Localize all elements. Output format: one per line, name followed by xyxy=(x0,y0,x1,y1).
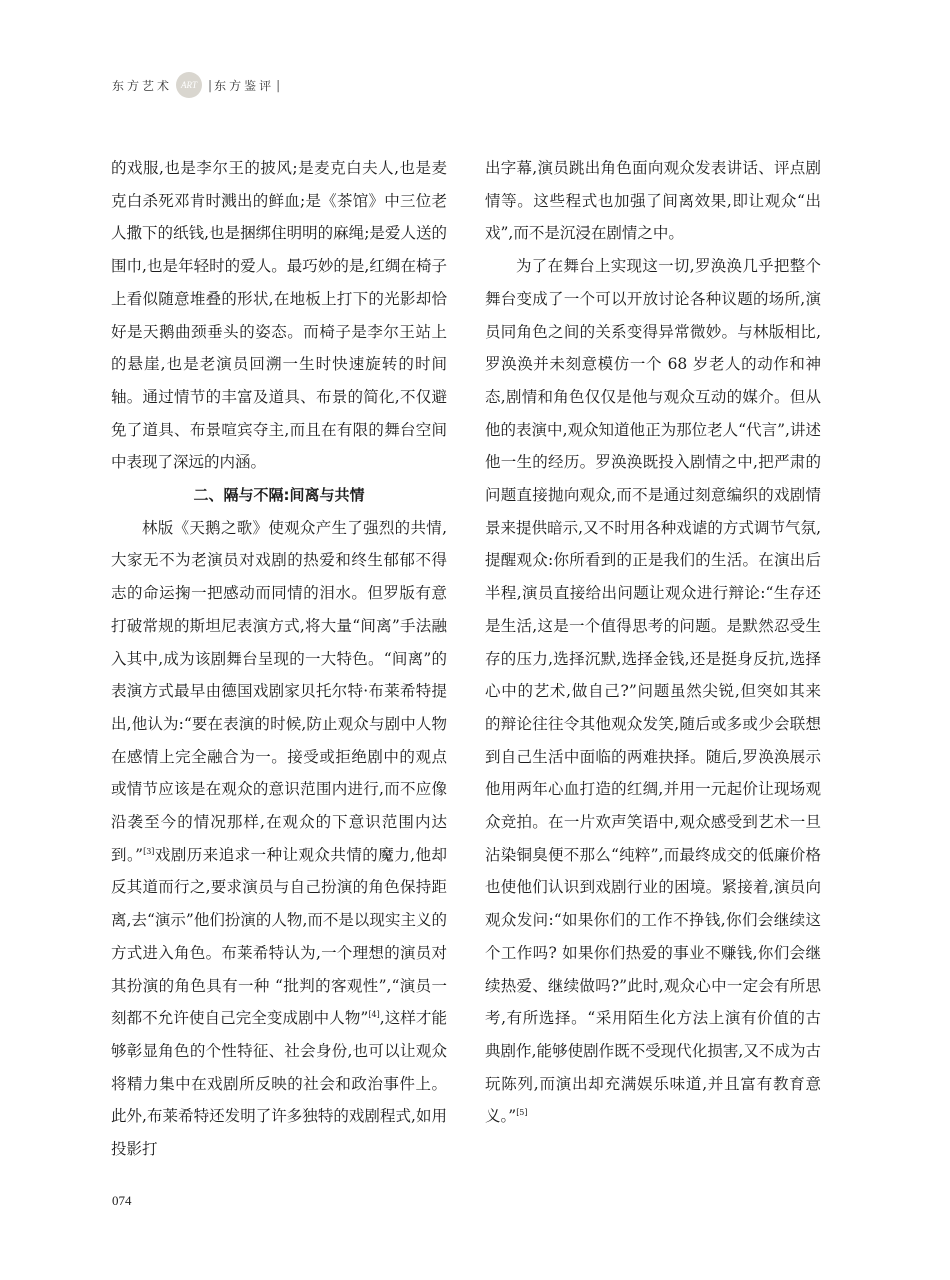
left-paragraph-1: 的戏服,也是李尔王的披风;是麦克白夫人,也是麦克白杀死邓肯时溅出的鲜血;是《茶馆》中三位老人撒下的纸钱,也是捆绑住明明的麻绳;是爱人送的围巾,也是年轻时的爱人。最巧妙的是,红绸在椅子上看似随意堆叠的形状,在地板上打下的光影却恰好是天鹅曲颈垂头的姿态。而椅子是李尔王站上的悬崖,也是老演员回溯一生时快速旋转的时间轴。通过情节的丰富及道具、布景的简化,不仅避免了道具、布景喧宾夺主,而且在有限的舞台空间中表现了深远的内涵。 xyxy=(111,159,447,472)
footnote-ref-4[interactable]: [4] xyxy=(368,1010,380,1020)
left-column xyxy=(111,152,447,1166)
header-separator-end: | xyxy=(276,78,281,92)
page-number: 074 xyxy=(112,1193,132,1208)
footnote-ref-5[interactable]: [5] xyxy=(516,1108,528,1118)
section-name: 东方鉴评 xyxy=(214,78,275,93)
journal-name: 东方艺术 xyxy=(112,78,173,93)
right-column xyxy=(485,152,821,1133)
left-paragraph-2 xyxy=(111,512,447,1166)
footnote-ref-3[interactable]: [3] xyxy=(143,846,155,856)
paragraph-text: 林版《天鹅之歌》使观众产生了强烈的共情,大家无不为老演员对戏剧的热爱和终生郁郁不得志的命运掬一把感动而同情的泪水。但罗版有意打破常规的斯坦尼表演方式,将大量“间离”手法融入其中,成为该剧舞台呈现的一大特色。“间离”的表演方式最早由德国戏剧家贝托尔特·布莱希特提出,他认为:“要在表演的时候,防止观众与剧中人物在感情上完全融合为一。接受或拒绝剧中的观点或情节应该是在观众的意识范围内进行,而不应像沿袭至今的情况那样,在观众的下意识范围内达到。” xyxy=(111,518,447,864)
section-heading: 二、隔与不隔:间离与共情 xyxy=(193,486,365,505)
paragraph-text: 为了在舞台上实现这一切,罗涣涣几乎把整个舞台变成了一个可以开放讨论各种议题的场所,演员同角色之间的关系变得异常微妙。与林版相比,罗涣涣并未刻意模仿一个 68 岁老人的动作和神态,剧情和角色仅仅是他与观众互动的媒介。但从他的表演中,观众知道他正为那位老人“代言”,讲述他一生的经历。罗涣涣既投入剧情之中,把严肃的问题直接抛向观众,而不是通过刻意编织的戏剧情景来提供暗示,又不时用各种戏谑的方式调节气氛,提醒观众:你所看到的正是我们的生活。在演出后半程,演员直接给出问题让观众进行辩论:“生存还是生活,这是一个值得思考的问题。是默然忍受生存的压力,选择沉默,选择金钱,还是挺身反抗,选择心中的艺术,做自己?”问题虽然尖锐,但突如其来的辩论往往令其他观众发笑,随后或多或少会联想到自己生活中面临的两难抉择。随后,罗涣涣展示他用两年心血打造的红绸,并用一元起价让现场观众竞拍。在一片欢声笑语中,观众感受到艺术一旦沾染铜臭便不那么“纯粹”,而最终成交的低廉价格也使他们认识到戏剧行业的困境。紧接着,演员向观众发问:“如果你们的工作不挣钱,你们会继续这个工作吗? 如果你们热爱的事业不赚钱,你们会继续热爱、继续做吗?”此时,观众心中一定会有所思考,有所选择。“采用陌生化方法上演有价值的古典剧作,能够使剧作既不受现代化损害,又不成为古玩陈列,而演出却充满娱乐味道,并且富有教育意义。” xyxy=(485,257,821,1126)
right-paragraph-1: 出字幕,演员跳出角色面向观众发表讲话、评点剧情等。这些程式也加强了间离效果,即让观众“出戏”,而不是沉浸在剧情之中。 xyxy=(485,159,821,243)
paragraph-text: ,这样才能够彰显角色的个性特征、社会身份,也可以让观众将精力集中在戏剧所反映的社会和政治事件上。此外,布莱希特还发明了许多独特的戏剧程式,如用投影打 xyxy=(111,1009,447,1159)
header-separator: | xyxy=(208,78,213,92)
running-header xyxy=(112,72,282,98)
journal-logo-icon: ART xyxy=(176,72,202,98)
right-paragraph-2 xyxy=(485,250,821,1133)
paragraph-text: 戏剧历来追求一种让观众共情的魔力,他却反其道而行之,要求演员与自己扮演的角色保持距离,去“演示”他们扮演的人物,而不是以现实主义的方式进入角色。布莱希特认为,一个理想的演员对其扮演的角色具有一种 “批判的客观性”,“演员一刻都不允许使自己完全变成剧中人物” xyxy=(111,845,447,1028)
